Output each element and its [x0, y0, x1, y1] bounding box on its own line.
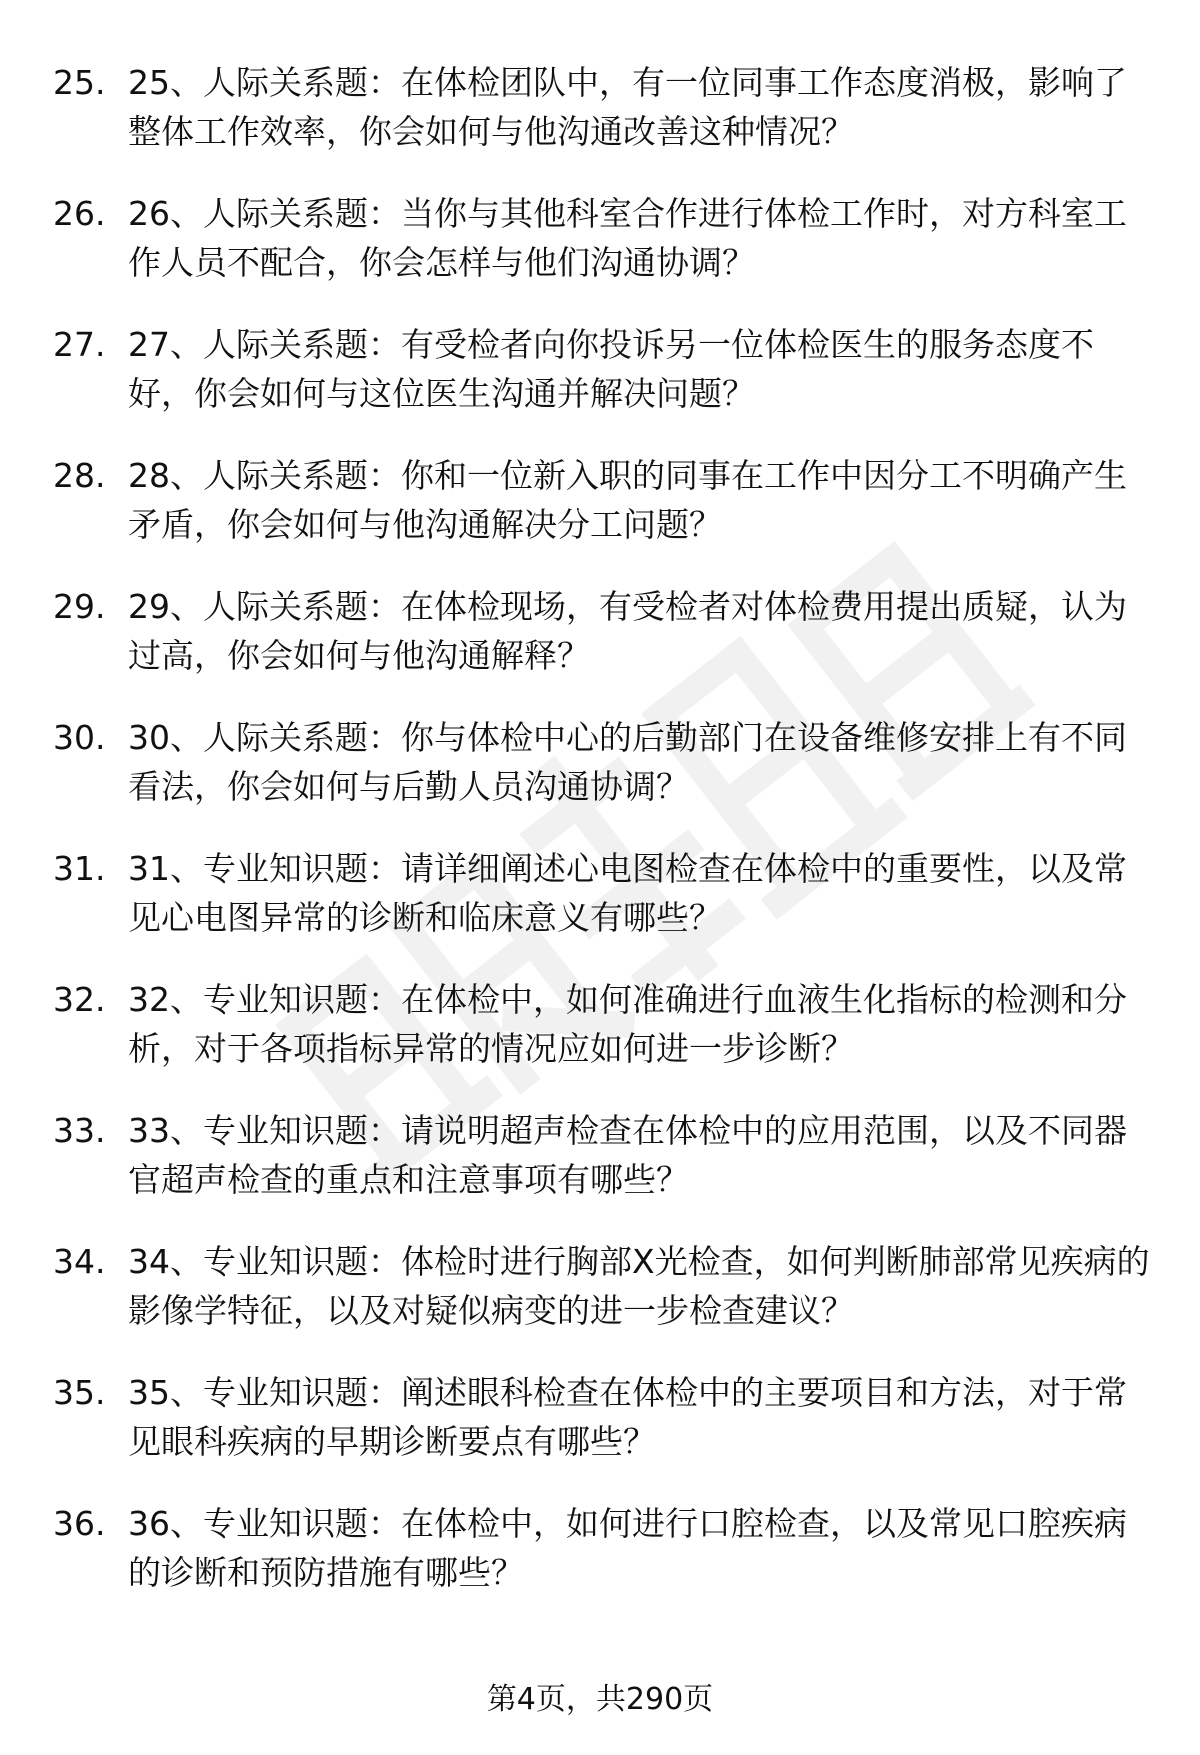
question-number: 25. — [53, 63, 106, 102]
question-number: 36. — [53, 1504, 106, 1543]
question-text: 27、人际关系题：有受检者向你投诉另一位体检医生的服务态度不好，你会如何与这位医生沟通并解决问题？ — [128, 325, 1094, 413]
list-item — [0, 1237, 1200, 1368]
list-item — [0, 975, 1200, 1106]
question-number: 29. — [53, 587, 106, 626]
question-number: 35. — [53, 1373, 106, 1412]
list-item — [0, 1106, 1200, 1237]
list-item — [0, 320, 1200, 451]
list-item — [0, 58, 1200, 189]
question-text: 28、人际关系题：你和一位新入职的同事在工作中因分工不明确产生矛盾，你会如何与他沟通解决分工问题？ — [128, 456, 1127, 544]
question-number: 33. — [53, 1111, 106, 1150]
question-text: 32、专业知识题：在体检中，如何准确进行血液生化指标的检测和分析，对于各项指标异常的情况应如何进一步诊断？ — [128, 980, 1127, 1068]
list-item — [0, 582, 1200, 713]
question-number: 30. — [53, 718, 106, 757]
list-item — [0, 1368, 1200, 1499]
question-text: 35、专业知识题：阐述眼科检查在体检中的主要项目和方法，对于常见眼科疾病的早期诊断要点有哪些？ — [128, 1373, 1127, 1461]
question-text: 26、人际关系题：当你与其他科室合作进行体检工作时，对方科室工作人员不配合，你会怎样与他们沟通协调？ — [128, 194, 1127, 282]
list-item — [0, 189, 1200, 320]
question-text: 25、人际关系题：在体检团队中，有一位同事工作态度消极，影响了整体工作效率，你会如何与他沟通改善这种情况？ — [128, 63, 1127, 151]
question-text: 36、专业知识题：在体检中，如何进行口腔检查，以及常见口腔疾病的诊断和预防措施有哪些？ — [128, 1504, 1127, 1592]
question-number: 28. — [53, 456, 106, 495]
question-text: 29、人际关系题：在体检现场，有受检者对体检费用提出质疑，认为过高，你会如何与他沟通解释？ — [128, 587, 1127, 675]
question-number: 34. — [53, 1242, 106, 1281]
list-item — [0, 1499, 1200, 1630]
question-number: 27. — [53, 325, 106, 364]
question-number: 26. — [53, 194, 106, 233]
list-item — [0, 713, 1200, 844]
question-number: 31. — [53, 849, 106, 888]
question-list — [0, 58, 1200, 1630]
question-text: 34、专业知识题：体检时进行胸部X光检查，如何判断肺部常见疾病的影像学特征，以及对疑似病变的进一步检查建议？ — [128, 1242, 1150, 1330]
list-item — [0, 844, 1200, 975]
list-item — [0, 451, 1200, 582]
question-number: 32. — [53, 980, 106, 1019]
question-text: 30、人际关系题：你与体检中心的后勤部门在设备维修安排上有不同看法，你会如何与后勤人员沟通协调？ — [128, 718, 1127, 806]
page-footer: 第4页，共290页 — [486, 1682, 714, 1717]
question-text: 31、专业知识题：请详细阐述心电图检查在体检中的重要性，以及常见心电图异常的诊断和临床意义有哪些？ — [128, 849, 1127, 937]
question-text: 33、专业知识题：请说明超声检查在体检中的应用范围，以及不同器官超声检查的重点和注意事项有哪些？ — [128, 1111, 1127, 1199]
